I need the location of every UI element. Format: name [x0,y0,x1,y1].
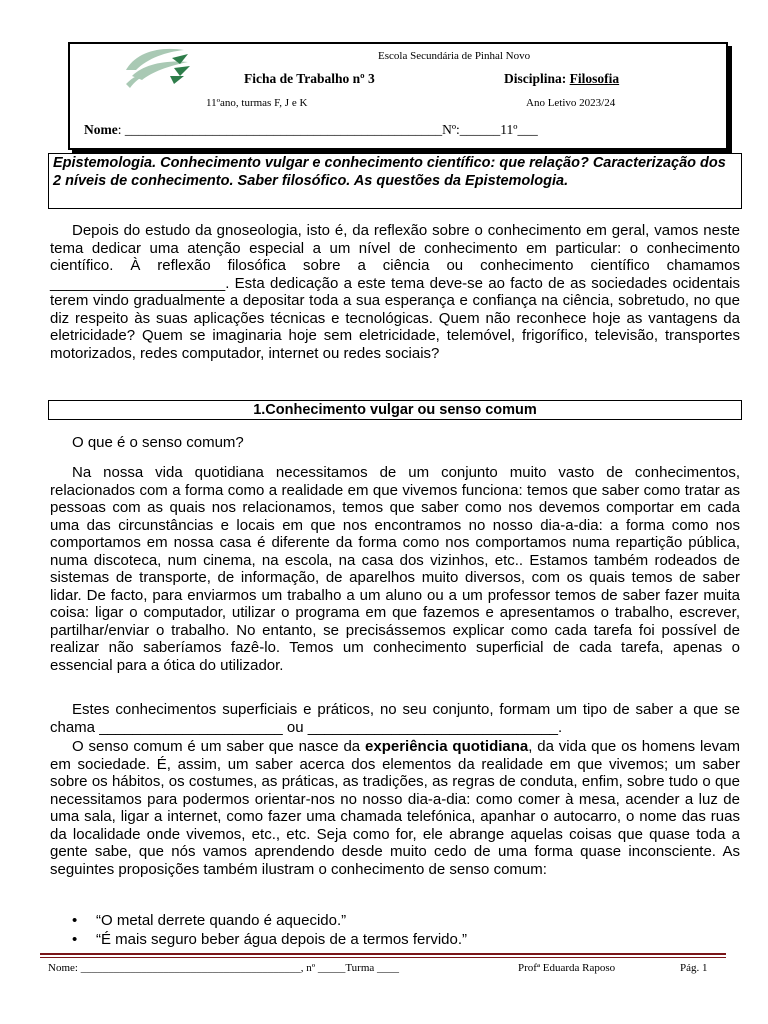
section-title: 1.Conhecimento vulgar ou senso comum [48,400,742,420]
worksheet-title: Ficha de Trabalho nº 3 [244,71,375,86]
para3-end: , da vida que os homens levam em sociedade. É, assim, um saber acerca dos elementos da realidade em que vivemos; um saber sobre os hábitos, os costumes, as práticas, as tradições, as regras de conduta, enfim, sobre tudo o que necessitamos para podermos orientar-nos no nosso dia-a-dia: como comer à mesa, acender a luz de uma sala, ligar a internet, como fazer uma chamada telefónica, apanhar o autocarro, o nome das ruas da localidade onde vivemos, etc., etc. Seja como for, ele abrange aquelas coisas que quase toda a gente sabe, que nós vamos aprendendo desde muito cedo de uma forma quase inconsciente. As seguintes proposições também ilustram o conhecimento de senso comum: [50,738,740,878]
discipline-label: Disciplina: [504,71,567,86]
footer-name-line: Nome: ________________________________________, nº _____Turma ____ [48,962,400,974]
footer-teacher: Profª Eduarda Raposo [518,962,616,974]
paragraph-common-sense-definition [50,738,740,878]
topic-box: Epistemologia. Conhecimento vulgar e conhecimento científico: que relação? Caracterização dos 2 níveis de conhecimento. Saber filosófico. As questões da Epistemologia. [48,153,742,209]
footer-rule-thin [40,957,726,958]
page-number: Pág. 1 [680,962,708,974]
question-paragraph: O que é o senso comum? [72,434,244,451]
school-name: Escola Secundária de Pinhal Novo [378,50,531,62]
para3-start: O senso comum é um saber que nasce da [72,738,366,755]
name-label: Nome [84,122,118,137]
paragraph-daily-knowledge: Na nossa vida quotidiana necessitamos de um conjunto muito vasto de conhecimentos, relacionados com a forma como a realidade em que vivemos funciona: temos que saber como tratar as pessoas com as quais nos relacionamos, temos que saber como nos devemos comportar em cada uma das circunstâncias e locais em que nos encontramos no nosso dia-a-dia: a forma como nos comportamos em nossa casa é diferente da forma como nos comportamos numa repartição pública, numa discoteca, num cinema, na escola, na casa dos vizinhos, etc.. Estamos também rodeados de sistemas de transporte, de informação, de aparelhos muito diversos, com os quais temos de saber lidar. De facto, para enviarmos um trabalho a um aluno ou a um professor temos de saber fazer muita coisa: ligar o computador, utilizar o programa em que fazemos e apresentamos o trabalho, escrever, partilhar/enviar o trabalho. No entanto, se precisássemos explicar como cada tarefa foi possível de realizar não saberíamos fazê-lo. Temos um conhecimento superficial de cada tarefa, apenas o essencial para a ótica do utilizador. [50,464,740,674]
discipline [504,71,619,87]
school-year: Ano Letivo 2023/24 [526,97,616,109]
student-name-line [84,122,538,138]
worksheet-header [68,42,728,150]
examples-list [72,912,732,949]
list-item: • “É mais seguro beber água depois de a termos fervido.” [72,931,732,950]
intro-paragraph: Depois do estudo da gnoseologia, isto é, da reflexão sobre o conhecimento em geral, vamos neste tema dedicar uma atenção especial a um nível de conhecimento em particular: o conhecimento científico. À reflexão filosófica sobre a ciência ou conhecimento científico chamamos _____________________. Esta dedicação a este tema deve-se ao facto de as sociedades ocidentais terem vindo gradualmente a depositar toda a sua esperança e confiança na ciência, sobretudo, no que diz respeito às suas aplicações técnicas e tecnológicas. Quem não reconhece hoje as vantagens da eletricidade? Quem se imaginaria hoje sem eletricidade, telemóvel, frigorífico, televisão, transportes motorizados, redes computador, internet ou redes sociais? [50,222,740,362]
highlight-daily-experience: experiência quotidiana [365,738,529,755]
list-item: • “O metal derrete quando é aquecido.” [72,912,732,931]
school-logo-icon [122,44,192,90]
name-blank: : _______________________________________________Nº:______11º___ [117,122,538,137]
paragraph-common-sense-blank: Estes conhecimentos superficiais e práticos, no seu conjunto, formam um tipo de saber a que se chama ______________________ ou ______________________________. [50,701,740,736]
footer-rule [40,953,726,955]
classes-info: 11ºano, turmas F, J e K [206,97,308,109]
discipline-value: Filosofia [569,71,620,86]
